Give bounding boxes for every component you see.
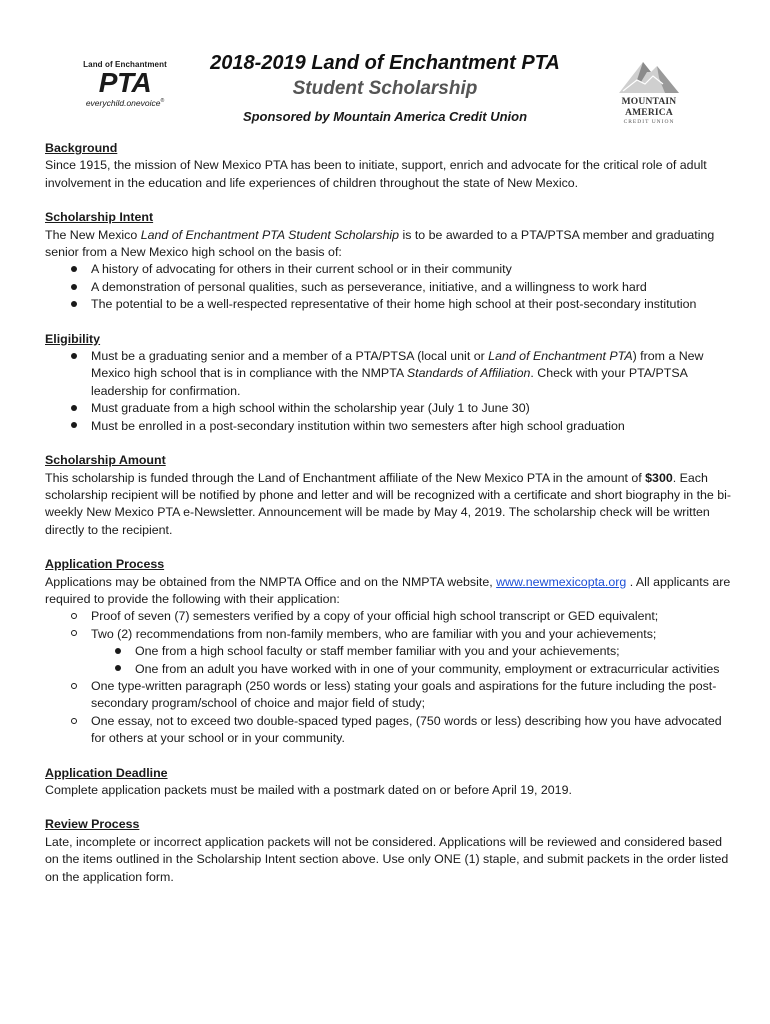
process-list	[45, 608, 735, 747]
section-eligibility	[45, 331, 735, 435]
list-item: Two (2) recommendations from non-family members, who are familiar with you and your achievements;	[45, 626, 735, 643]
circle-bullet-icon	[71, 613, 77, 619]
nmpta-website-link[interactable]: www.newmexicopta.org	[496, 574, 627, 589]
pta-logo-tagline: everychild.onevoice®	[85, 97, 165, 108]
list-item: Must be a graduating senior and a member of a PTA/PTSA (local unit or Land of Enchantment PTA) from a New Mexico high school that is in compliance with the NMPTA Standards of Affiliation. Check with your PTA/PTSA leadership for confirmation.	[45, 348, 735, 400]
circle-bullet-icon	[71, 683, 77, 689]
document-header	[0, 0, 770, 140]
heading-review-process: Review Process	[45, 817, 140, 832]
deadline-text: Complete application packets must be mailed with a postmark dated on or before April 19, 2019.	[45, 783, 572, 797]
list-item: One essay, not to exceed two double-spaced typed pages, (750 words or less) describing how you have advocated for others at your school or in your community.	[45, 713, 735, 748]
heading-application-process: Application Process	[45, 557, 165, 572]
title-block	[200, 50, 570, 126]
intent-text: The New Mexico Land of Enchantment PTA Student Scholarship is to be awarded to a PTA/PTSA member and graduating senior from a New Mexico high school on the basis of:	[45, 227, 715, 260]
sponsor-line: Sponsored by Mountain America Credit Union	[242, 109, 528, 124]
heading-scholarship-amount: Scholarship Amount	[45, 453, 166, 468]
heading-background: Background	[45, 141, 118, 155]
circle-bullet-icon	[71, 718, 77, 724]
intent-list	[45, 261, 735, 313]
review-text: Late, incomplete or incorrect application packets will not be considered. Applications will be reviewed and considered based on the items outlined in the Scholarship Intent section above. Use only ONE (1) staple, and submit packets in the order listed on the application form.	[45, 834, 729, 884]
circle-bullet-icon	[71, 630, 77, 636]
list-item: Proof of seven (7) semesters verified by a copy of your official high school transcript or GED equivalent;	[45, 608, 735, 625]
list-item: Must be enrolled in a post-secondary institution within two semesters after high school graduation	[45, 418, 735, 435]
pta-logo-wordmark: PTA	[98, 67, 152, 98]
section-application-deadline	[45, 765, 735, 800]
list-item: The potential to be a well-respected representative of their home high school at their post-secondary institution	[45, 296, 735, 313]
section-scholarship-amount	[45, 452, 735, 539]
section-scholarship-intent	[45, 209, 735, 313]
pta-logo-top-text: Land of Enchantment	[83, 60, 167, 69]
bullet-icon	[71, 353, 77, 359]
list-item: Must graduate from a high school within the scholarship year (July 1 to June 30)	[45, 400, 735, 417]
eligibility-list	[45, 348, 735, 435]
pta-logo	[80, 60, 170, 109]
section-background	[45, 140, 735, 192]
bullet-icon	[71, 405, 77, 411]
heading-application-deadline: Application Deadline	[45, 765, 168, 780]
scholarship-amount-value: $300	[645, 470, 673, 485]
process-text: Applications may be obtained from the NMPTA Office and on the NMPTA website, www.newmexicopta.org . All applicants are required to provide the following with their application:	[45, 574, 731, 606]
mountain-peak-icon	[617, 58, 681, 94]
section-application-process	[45, 556, 735, 747]
list-item: One from a high school faculty or staff member familiar with you and your achievements;	[45, 643, 735, 660]
bullet-icon	[71, 266, 77, 272]
mountain-america-logo	[604, 58, 694, 126]
bullet-icon	[71, 284, 77, 290]
document-body	[45, 140, 735, 903]
mountain-america-name: MOUNTAIN AMERICA	[621, 97, 677, 118]
list-item: A demonstration of personal qualities, such as perseverance, initiative, and a willingness to work hard	[45, 279, 735, 296]
bullet-icon	[71, 301, 77, 307]
list-item: One type-written paragraph (250 words or less) stating your goals and aspirations for the future including the post-secondary program/school of choice and major field of study;	[45, 678, 735, 713]
background-text: Since 1915, the mission of New Mexico PTA has been to initiate, support, enrich and advocate for the critical role of adult involvement in the education and life experiences of children throughout the state of New Mexico.	[45, 158, 707, 190]
bullet-icon	[115, 665, 121, 671]
mountain-america-sub: CREDIT UNION	[623, 119, 675, 125]
list-item: One from an adult you have worked with in one of your community, employment or extracurricular activities	[45, 661, 735, 678]
heading-eligibility: Eligibility	[45, 331, 101, 346]
bullet-icon	[71, 422, 77, 428]
page-subtitle: Student Scholarship	[292, 78, 478, 99]
page-title: 2018-2019 Land of Enchantment PTA	[210, 52, 560, 74]
bullet-icon	[115, 648, 121, 654]
amount-text: This scholarship is funded through the Land of Enchantment affiliate of the New Mexico PTA in the amount of $300. Each scholarship recipient will be notified by phone and letter and will be recognized with a certificate and short biography in the bi-weekly New Mexico PTA e-Newsletter. Announcement will be made by May 4, 2019. The scholarship check will be written directly to the recipient.	[45, 470, 732, 537]
section-review-process	[45, 816, 735, 886]
heading-scholarship-intent: Scholarship Intent	[45, 210, 154, 225]
list-item: A history of advocating for others in their current school or in their community	[45, 261, 735, 278]
